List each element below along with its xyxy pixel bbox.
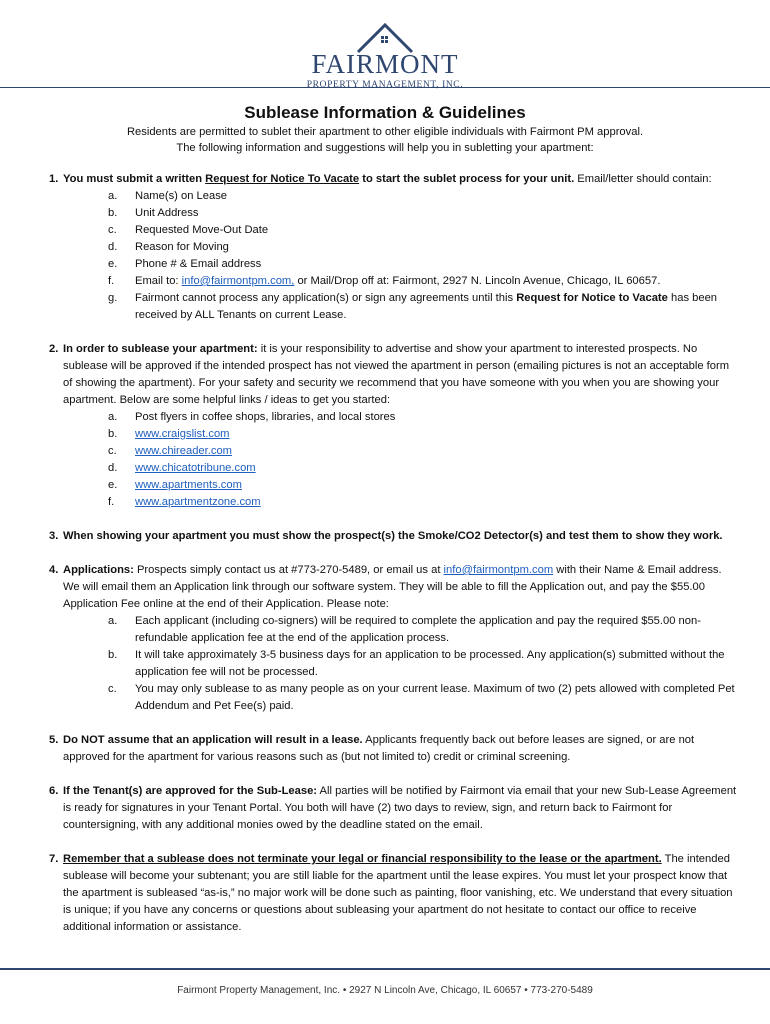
list-item: e. www.apartments.com [108, 479, 242, 491]
footer-divider [0, 968, 770, 970]
section-6-lead: If the Tenant(s) are approved for the Sub-Lease: [63, 785, 318, 797]
section-4-items [49, 613, 739, 715]
section-1-lead-end: to start the sublet process for your unit. [359, 173, 575, 185]
company-logo [290, 20, 480, 90]
section-5-lead: Do NOT assume that an application will result in a lease. [63, 734, 363, 746]
list-item: e. Phone # & Email address [108, 258, 262, 270]
section-number: 2. [49, 343, 59, 355]
section-6: 6. If the Tenant(s) are approved for the Sub-Lease: All parties will be notified by Fairmont via email that your new Sub-Lease Agreement is ready for signatures in your Tenant Portal. You both will have (2) two days to review, sign, and return back to Fairmont for countersigning, with any additional monies owed by the deadline stated on the email. [49, 783, 739, 834]
section-number: 5. [49, 734, 59, 746]
section-4-lead: Applications: [63, 564, 134, 576]
section-1-tail: Email/letter should contain: [574, 173, 712, 185]
apartmentzone-link[interactable]: www.apartmentzone.com [135, 496, 261, 508]
section-7-lead: Remember that a sublease does not terminate your legal or financial responsibility to the lease or the apartment. [63, 853, 662, 865]
chicatotribune-link[interactable]: www.chicatotribune.com [135, 462, 256, 474]
section-7: 7. Remember that a sublease does not terminate your legal or financial responsibility to the lease or the apartment. The intended sublease will become your subtenant; you are still liable for the apartment until the lease expires. You must let your prospect know that the apartment is subleased “as-is,” no major work will be done such as painting, floor vanishing, etc. We understand that every situation is unique; if you have any concerns or questions about subleasing your apartment do not hesitate to contact our office to receive additional information or assistance. [49, 851, 739, 936]
section-2-text: it is your responsibility to advertise and show your apartment to interested prospects. No sublease will be approved if the intended prospect has not viewed the apartment in person (emailing pictures is not an acceptable form of showing the apartment). For your safety and security we recommend that you have someone with you when you are showing your apartment. Below are some helpful links / ideas to get you started: [63, 343, 730, 406]
page-title: Sublease Information & Guidelines [244, 103, 526, 122]
section-number: 1. [49, 173, 59, 185]
intro-text [0, 124, 770, 156]
header-divider [0, 87, 770, 88]
section-4: 4. Applications: Prospects simply contact us at #773-270-5489, or email us at info@fairmontpm.com with their Name & Email address. We will email them an Application link through our software system. They will be able to fill the Application out, and pay the $55.00 Application Fee online at the end of their Application. Please note: a. Each applicant (including co-signers) will be required to complete the application and pay the required $55.00 non-refundable application fee at the end of the application process. b. It will take approximately 3-5 business days for an application to be processed. Any application(s) submitted without the application fee will not be processed. c. You may only sublease to as many people as on your current lease. Maximum of two (2) pets allowed with completed Pet Addendum and Pet Fee(s) paid. [49, 562, 739, 715]
section-1-lead: You must submit a written [63, 173, 206, 185]
list-item: a. Each applicant (including co-signers) will be required to complete the application and pay the required $55.00 non-refundable application fee at the end of the application process. [108, 615, 701, 644]
list-item: b. It will take approximately 3-5 business days for an application to be processed. Any application(s) submitted without the application fee will not be processed. [108, 649, 725, 678]
section-2 [49, 341, 739, 511]
intro-line-1: Residents are permitted to sublet their apartment to other eligible individuals with Fairmont PM approval. [126, 126, 644, 138]
section-1 [49, 171, 739, 324]
list-item: g. Fairmont cannot process any application(s) or sign any agreements until this Request for Notice to Vacate has been received by ALL Tenants on current Lease. [108, 292, 718, 321]
email-link[interactable]: info@fairmontpm.com [443, 564, 554, 576]
list-item: a. Post flyers in coffee shops, libraries, and local stores [108, 411, 396, 423]
list-item: b. www.craigslist.com [108, 428, 230, 440]
list-item: d. www.chicatotribune.com [108, 462, 256, 474]
section-number: 4. [49, 564, 59, 576]
list-item: c. www.chireader.com [108, 445, 232, 457]
apartments-link[interactable]: www.apartments.com [135, 479, 242, 491]
section-3-text: When showing your apartment you must show the prospect(s) the Smoke/CO2 Detector(s) and test them to show they work. [63, 530, 723, 542]
section-5: 5. Do NOT assume that an application will result in a lease. Applicants frequently back out before leases are signed, or are not approved for the apartment for various reasons such as (but not limited to) credit or criminal screening. [49, 732, 739, 766]
list-item: f. www.apartmentzone.com [108, 496, 261, 508]
section-1-items [49, 188, 739, 324]
list-item: c. You may only sublease to as many people as on your current lease. Maximum of two (2) pets allowed with completed Pet Addendum and Pet Fee(s) paid. [108, 683, 735, 712]
section-3 [49, 528, 739, 545]
footer-address: Fairmont Property Management, Inc. • 2927 N Lincoln Ave, Chicago, IL 60657 • 773-270-5489 [177, 985, 593, 996]
intro-line-2: The following information and suggestions will help you in subletting your apartment: [176, 142, 594, 154]
logo-subtitle: PROPERTY MANAGEMENT, INC. [306, 80, 464, 90]
guidelines-list [49, 171, 739, 953]
section-2-items [49, 409, 739, 511]
list-item: a. Name(s) on Lease [108, 190, 228, 202]
email-link[interactable]: info@fairmontpm.com, [181, 275, 295, 287]
section-number: 7. [49, 853, 59, 865]
logo-name: FAIRMONT [311, 49, 459, 79]
section-2-lead: In order to sublease your apartment: [63, 343, 258, 355]
chireader-link[interactable]: www.chireader.com [135, 445, 232, 457]
section-number: 3. [49, 530, 59, 542]
list-item: c. Requested Move-Out Date [108, 224, 269, 236]
list-item: d. Reason for Moving [108, 241, 229, 253]
section-number: 6. [49, 785, 59, 797]
craigslist-link[interactable]: www.craigslist.com [135, 428, 230, 440]
notice-to-vacate-term: Request for Notice To Vacate [205, 173, 360, 185]
list-item: b. Unit Address [108, 207, 199, 219]
list-item: f. Email to: info@fairmontpm.com, or Mail/Drop off at: Fairmont, 2927 N. Lincoln Avenue, Chicago, IL 60657. [108, 275, 661, 287]
